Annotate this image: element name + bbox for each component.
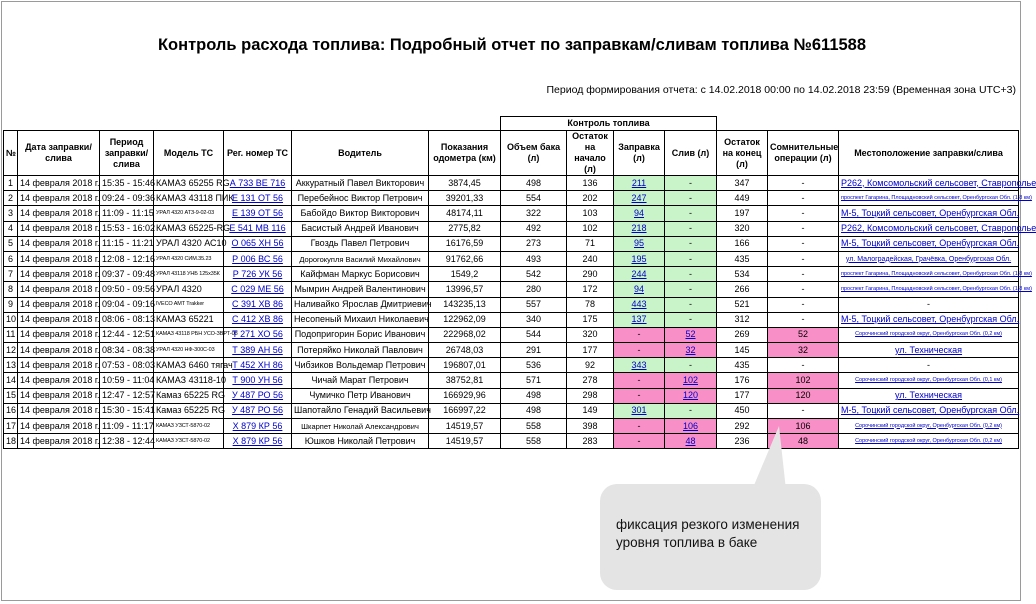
- cell-date: 14 февраля 2018 г.: [18, 191, 100, 206]
- group-fuel-control: Контроль топлива: [501, 117, 717, 131]
- cell-suspicious: -: [768, 312, 839, 327]
- cell-no: 16: [4, 403, 18, 418]
- cell-start: 103: [567, 206, 614, 221]
- cell-period: 09:04 - 09:16: [100, 297, 154, 312]
- refuel-link[interactable]: 343: [631, 359, 647, 370]
- col-date: Дата заправки/слива: [18, 131, 100, 176]
- cell-tank: 544: [501, 327, 567, 342]
- cell-location-link[interactable]: ул. Техническая: [839, 343, 1019, 358]
- cell-start: 78: [567, 297, 614, 312]
- cell-no: 3: [4, 206, 18, 221]
- cell-end: 197: [717, 206, 768, 221]
- cell-reg-link[interactable]: С 412 ХВ 86: [224, 312, 292, 327]
- cell-tank: 557: [501, 297, 567, 312]
- cell-suspicious: -: [768, 221, 839, 236]
- cell-odometer: 166929,96: [429, 388, 501, 403]
- cell-reg-link[interactable]: Х 879 КР 56: [224, 434, 292, 449]
- cell-driver: Гвоздь Павел Петрович: [292, 236, 429, 251]
- cell-no: 5: [4, 236, 18, 251]
- refuel-link[interactable]: 195: [631, 253, 647, 264]
- cell-drain: -: [665, 251, 717, 266]
- cell-model: УРАЛ 4320 НФ-300С-03: [154, 343, 224, 358]
- cell-suspicious: 52: [768, 327, 839, 342]
- cell-no: 13: [4, 358, 18, 373]
- cell-date: 14 февраля 2018 г.: [18, 403, 100, 418]
- cell-model: Камаз 65225 RG: [154, 388, 224, 403]
- cell-no: 17: [4, 419, 18, 434]
- cell-period: 09:50 - 09:56: [100, 282, 154, 297]
- cell-location-link[interactable]: Сорочинский городской округ, Оренбургская Обл. (0,2 км): [839, 327, 1019, 342]
- refuel-link[interactable]: 244: [631, 268, 647, 279]
- cell-reg-link[interactable]: Х 879 КР 56: [224, 419, 292, 434]
- cell-driver: Кайфман Маркус Борисович: [292, 267, 429, 282]
- cell-driver: Подопригорин Борис Иванович: [292, 327, 429, 342]
- cell-reg-link[interactable]: Т 900 УН 56: [224, 373, 292, 388]
- cell-location-link: -: [839, 358, 1019, 373]
- cell-period: 08:34 - 08:38: [100, 343, 154, 358]
- cell-suspicious: -: [768, 403, 839, 418]
- cell-location-link[interactable]: М-5, Тоцкий сельсовет, Оренбургская Обл.: [839, 206, 1019, 221]
- cell-tank: 493: [501, 251, 567, 266]
- cell-odometer: 14519,57: [429, 434, 501, 449]
- cell-drain: -: [665, 267, 717, 282]
- cell-suspicious: 48: [768, 434, 839, 449]
- cell-period: 12:38 - 12:44: [100, 434, 154, 449]
- cell-end: 312: [717, 312, 768, 327]
- cell-reg-link[interactable]: Р 006 ВС 56: [224, 251, 292, 266]
- cell-tank: 542: [501, 267, 567, 282]
- cell-period: 12:47 - 12:57: [100, 388, 154, 403]
- cell-end: 521: [717, 297, 768, 312]
- cell-odometer: 39201,33: [429, 191, 501, 206]
- cell-model: КАМАЗ 65221: [154, 312, 224, 327]
- cell-end: 269: [717, 327, 768, 342]
- cell-model: КАМАЗ 43118-10: [154, 373, 224, 388]
- cell-no: 8: [4, 282, 18, 297]
- cell-suspicious: -: [768, 236, 839, 251]
- cell-driver: Дорогокупля Василий Михайлович: [292, 251, 429, 266]
- cell-driver: Чумичко Петр Иванович: [292, 388, 429, 403]
- cell-tank: 340: [501, 312, 567, 327]
- cell-start: 175: [567, 312, 614, 327]
- cell-date: 14 февраля 2018 г.: [18, 297, 100, 312]
- cell-period: 12:44 - 12:51: [100, 327, 154, 342]
- cell-refuel: -: [614, 343, 665, 358]
- col-reg: Рег. номер ТС: [224, 131, 292, 176]
- cell-date: 14 февраля 2018 г.: [18, 221, 100, 236]
- drain-link[interactable]: 120: [683, 390, 699, 401]
- cell-driver: Чичай Марат Петрович: [292, 373, 429, 388]
- cell-suspicious: -: [768, 358, 839, 373]
- cell-no: 1: [4, 176, 18, 191]
- cell-drain: -: [665, 236, 717, 251]
- cell-odometer: 196807,01: [429, 358, 501, 373]
- cell-model: КАМАЗ УЗСТ-5870-02: [154, 419, 224, 434]
- cell-date: 14 февраля 2018 г.: [18, 434, 100, 449]
- cell-suspicious: -: [768, 191, 839, 206]
- cell-date: 14 февраля 2018 г.: [18, 419, 100, 434]
- cell-no: 7: [4, 267, 18, 282]
- cell-driver: Наливайко Ярослав Дмитриевич: [292, 297, 429, 312]
- cell-tank: 536: [501, 358, 567, 373]
- cell-period: 09:24 - 09:36: [100, 191, 154, 206]
- cell-tank: 554: [501, 191, 567, 206]
- cell-period: 08:06 - 08:13: [100, 312, 154, 327]
- drain-link[interactable]: 52: [685, 329, 696, 340]
- col-location: Местоположение заправки/слива: [839, 131, 1019, 176]
- cell-model: КАМАЗ 43118 ПИК: [154, 191, 224, 206]
- refuel-link[interactable]: 211: [631, 177, 647, 188]
- refuel-link[interactable]: 95: [634, 238, 645, 249]
- cell-end: 435: [717, 358, 768, 373]
- cell-model: УРАЛ 4320 АС10: [154, 236, 224, 251]
- cell-tank: 558: [501, 434, 567, 449]
- cell-drain: -: [665, 221, 717, 236]
- cell-location-link[interactable]: проспект Гагарина, Площадновский сельсовет, Оренбургская Обл. (1,8 км): [839, 191, 1019, 206]
- col-refuel: Заправка (л): [614, 131, 665, 176]
- cell-odometer: 16176,59: [429, 236, 501, 251]
- col-tank: Объем бака (л): [501, 131, 567, 176]
- cell-no: 4: [4, 221, 18, 236]
- refuel-link[interactable]: 443: [631, 299, 647, 310]
- col-model: Модель ТС: [154, 131, 224, 176]
- cell-end: 166: [717, 236, 768, 251]
- cell-driver: Чибзиков Вольдемар Петрович: [292, 358, 429, 373]
- cell-period: 10:59 - 11:04: [100, 373, 154, 388]
- cell-start: 92: [567, 358, 614, 373]
- cell-no: 18: [4, 434, 18, 449]
- cell-tank: 322: [501, 206, 567, 221]
- cell-period: 11:15 - 11:21: [100, 236, 154, 251]
- col-no: №: [4, 131, 18, 176]
- col-period: Период заправки/слива: [100, 131, 154, 176]
- cell-location-link[interactable]: Сорочинский городской округ, Оренбургская Обл. (0,2 км): [839, 419, 1019, 434]
- cell-end: 236: [717, 434, 768, 449]
- cell-suspicious: -: [768, 176, 839, 191]
- cell-no: 6: [4, 251, 18, 266]
- cell-start: 102: [567, 221, 614, 236]
- cell-location-link[interactable]: М-5, Тоцкий сельсовет, Оренбургская Обл.: [839, 236, 1019, 251]
- cell-driver: Несопеный Михаил Николаевич: [292, 312, 429, 327]
- cell-tank: 558: [501, 419, 567, 434]
- drain-link[interactable]: 106: [683, 420, 699, 431]
- cell-no: 11: [4, 327, 18, 342]
- cell-date: 14 февраля 2018 г.: [18, 236, 100, 251]
- cell-model: КАМАЗ УЗСТ-5870-02: [154, 434, 224, 449]
- refuel-link[interactable]: 218: [631, 223, 647, 234]
- cell-reg-link[interactable]: Е 541 МВ 116: [224, 221, 292, 236]
- cell-start: 240: [567, 251, 614, 266]
- cell-odometer: 3874,45: [429, 176, 501, 191]
- cell-model: УРАЛ 4320 СИМ.35.23: [154, 251, 224, 266]
- cell-driver: Шапотайло Генадий Васильевич: [292, 403, 429, 418]
- cell-odometer: 1549,2: [429, 267, 501, 282]
- cell-period: 15:35 - 15:46: [100, 176, 154, 191]
- cell-no: 10: [4, 312, 18, 327]
- cell-odometer: 222968,02: [429, 327, 501, 342]
- cell-odometer: 122962,09: [429, 312, 501, 327]
- cell-no: 15: [4, 388, 18, 403]
- cell-suspicious: 32: [768, 343, 839, 358]
- cell-no: 12: [4, 343, 18, 358]
- cell-model: УРАЛ 4320: [154, 282, 224, 297]
- cell-date: 14 февраля 2018 г.: [18, 282, 100, 297]
- cell-refuel: -: [614, 434, 665, 449]
- cell-date: 14 февраля 2018 г.: [18, 267, 100, 282]
- cell-suspicious: -: [768, 297, 839, 312]
- refuel-link[interactable]: 137: [631, 314, 647, 325]
- cell-reg-link[interactable]: У 487 РО 56: [224, 403, 292, 418]
- cell-tank: 273: [501, 236, 567, 251]
- cell-driver: Мымрин Андрей Валентинович: [292, 282, 429, 297]
- refuel-link[interactable]: 94: [634, 283, 645, 294]
- cell-date: 14 февраля 2018 г.: [18, 358, 100, 373]
- cell-location-link[interactable]: М-5, Тоцкий сельсовет, Оренбургская Обл.: [839, 312, 1019, 327]
- cell-tank: 498: [501, 176, 567, 191]
- cell-start: 177: [567, 343, 614, 358]
- cell-end: 177: [717, 388, 768, 403]
- cell-end: 450: [717, 403, 768, 418]
- col-driver: Водитель: [292, 131, 429, 176]
- cell-period: 09:37 - 09:48: [100, 267, 154, 282]
- cell-period: 15:30 - 15:41: [100, 403, 154, 418]
- cell-reg-link[interactable]: О 065 ХН 56: [224, 236, 292, 251]
- cell-date: 14 февраля 2018 г.: [18, 343, 100, 358]
- drain-link[interactable]: 102: [683, 375, 699, 386]
- cell-date: 14 февраля 2018 г.: [18, 176, 100, 191]
- cell-reg-link[interactable]: Т 271 ХО 56: [224, 327, 292, 342]
- cell-date: 14 февраля 2018 г.: [18, 388, 100, 403]
- cell-suspicious: 120: [768, 388, 839, 403]
- cell-reg-link[interactable]: Е 131 ОТ 56: [224, 191, 292, 206]
- cell-reg-link[interactable]: Т 389 АН 56: [224, 343, 292, 358]
- cell-period: 12:08 - 12:16: [100, 251, 154, 266]
- cell-drain: -: [665, 176, 717, 191]
- cell-start: 149: [567, 403, 614, 418]
- cell-tank: 291: [501, 343, 567, 358]
- cell-suspicious: 102: [768, 373, 839, 388]
- callout-pointer: [752, 426, 786, 490]
- cell-end: 534: [717, 267, 768, 282]
- cell-driver: Потеряйко Николай Павлович: [292, 343, 429, 358]
- cell-tank: 571: [501, 373, 567, 388]
- cell-location-link[interactable]: Сорочинский городской округ, Оренбургская Обл. (0,2 км): [839, 434, 1019, 449]
- cell-period: 11:09 - 11:17: [100, 419, 154, 434]
- cell-reg-link[interactable]: Р 726 УК 56: [224, 267, 292, 282]
- drain-link[interactable]: 48: [685, 435, 696, 446]
- cell-odometer: 13996,57: [429, 282, 501, 297]
- cell-end: 320: [717, 221, 768, 236]
- cell-period: 11:09 - 11:15: [100, 206, 154, 221]
- cell-reg-link[interactable]: Е 139 ОТ 56: [224, 206, 292, 221]
- cell-odometer: 91762,66: [429, 251, 501, 266]
- cell-drain: -: [665, 191, 717, 206]
- cell-model: КАМАЗ 6460 тягач: [154, 358, 224, 373]
- cell-start: 136: [567, 176, 614, 191]
- cell-reg-link[interactable]: С 391 ХВ 86: [224, 297, 292, 312]
- cell-date: 14 февраля 2018 г.: [18, 327, 100, 342]
- cell-refuel: -: [614, 327, 665, 342]
- cell-start: 71: [567, 236, 614, 251]
- cell-period: 15:53 - 16:02: [100, 221, 154, 236]
- cell-end: 449: [717, 191, 768, 206]
- cell-date: 14 февраля 2018 г.: [18, 206, 100, 221]
- col-end: Остаток на конец (л): [717, 131, 768, 176]
- cell-start: 298: [567, 388, 614, 403]
- cell-start: 202: [567, 191, 614, 206]
- cell-odometer: 48174,11: [429, 206, 501, 221]
- cell-odometer: 26748,03: [429, 343, 501, 358]
- cell-start: 283: [567, 434, 614, 449]
- cell-driver: Аккуратный Павел Викторович: [292, 176, 429, 191]
- cell-reg-link[interactable]: Т 452 ХН 86: [224, 358, 292, 373]
- cell-tank: 492: [501, 221, 567, 236]
- refuel-link[interactable]: 301: [631, 405, 647, 416]
- callout-text: фиксация резкого изменения уровня топлива в баке: [616, 517, 800, 550]
- cell-end: 347: [717, 176, 768, 191]
- cell-date: 14 февраля 2018 г.: [18, 251, 100, 266]
- cell-reg-link[interactable]: С 029 МЕ 56: [224, 282, 292, 297]
- cell-start: 172: [567, 282, 614, 297]
- drain-link[interactable]: 32: [685, 344, 696, 355]
- cell-driver: Перебейнос Виктор Петрович: [292, 191, 429, 206]
- cell-end: 292: [717, 419, 768, 434]
- cell-location-link[interactable]: ул. Техническая: [839, 388, 1019, 403]
- cell-model: УРАЛ 43118 УНБ 125х35К: [154, 267, 224, 282]
- col-odometer: Показания одометра (км): [429, 131, 501, 176]
- cell-model: УРАЛ 4320 АТЗ-9-02-03: [154, 206, 224, 221]
- refuel-link[interactable]: 247: [631, 192, 647, 203]
- cell-location-link[interactable]: Сорочинский городской округ, Оренбургская Обл. (0,1 км): [839, 373, 1019, 388]
- cell-reg-link[interactable]: У 487 РО 56: [224, 388, 292, 403]
- cell-odometer: 14519,57: [429, 419, 501, 434]
- cell-tank: 498: [501, 403, 567, 418]
- cell-drain: -: [665, 312, 717, 327]
- cell-driver: Басистый Андрей Иванович: [292, 221, 429, 236]
- cell-model: Камаз 65225 RG: [154, 403, 224, 418]
- cell-location-link[interactable]: ул. Малоградейская, Грачёвка, Оренбургская Обл.: [839, 251, 1019, 266]
- cell-refuel: -: [614, 388, 665, 403]
- cell-end: 176: [717, 373, 768, 388]
- report-title: Контроль расхода топлива: Подробный отчет по заправкам/сливам топлива №611588: [157, 36, 867, 54]
- cell-odometer: 143235,13: [429, 297, 501, 312]
- cell-refuel: -: [614, 373, 665, 388]
- cell-start: 398: [567, 419, 614, 434]
- cell-start: 290: [567, 267, 614, 282]
- cell-model: КАМАЗ 43118 РБН УСО-ЗВРТ-08: [154, 327, 224, 342]
- cell-suspicious: -: [768, 282, 839, 297]
- cell-driver: Шкарпет Николай Александрович: [292, 419, 429, 434]
- cell-period: 07:53 - 08:03: [100, 358, 154, 373]
- cell-start: 278: [567, 373, 614, 388]
- cell-tank: 280: [501, 282, 567, 297]
- cell-date: 14 февраля 2018 г.: [18, 312, 100, 327]
- cell-end: 266: [717, 282, 768, 297]
- cell-tank: 498: [501, 388, 567, 403]
- cell-drain: -: [665, 297, 717, 312]
- cell-driver: Юшков Николай Петрович: [292, 434, 429, 449]
- cell-drain: -: [665, 358, 717, 373]
- cell-suspicious: -: [768, 251, 839, 266]
- cell-start: 320: [567, 327, 614, 342]
- cell-no: 2: [4, 191, 18, 206]
- cell-suspicious: -: [768, 267, 839, 282]
- cell-location-link[interactable]: Р262, Комсомольский сельсовет, Ставрополье: [839, 176, 1019, 191]
- cell-location-link: -: [839, 297, 1019, 312]
- report-period: Период формирования отчета: с 14.02.2018 00:00 по 14.02.2018 23:59 (Временная зона UTC+3): [546, 84, 1016, 96]
- cell-end: 145: [717, 343, 768, 358]
- cell-location-link[interactable]: проспект Гагарина, Площадновский сельсовет, Оренбургская Обл. (1,8 км): [839, 267, 1019, 282]
- cell-suspicious: -: [768, 206, 839, 221]
- col-suspicious: Сомнительные операции (л): [768, 131, 839, 176]
- col-start: Остаток на начало (л): [567, 131, 614, 176]
- cell-odometer: 166997,22: [429, 403, 501, 418]
- cell-model: КАМАЗ 65255 RG: [154, 176, 224, 191]
- cell-no: 14: [4, 373, 18, 388]
- cell-location-link[interactable]: проспект Гагарина, Площадновский сельсовет, Оренбургская Обл. (1,8 км): [839, 282, 1019, 297]
- cell-odometer: 2775,82: [429, 221, 501, 236]
- cell-model: IVECO AMT Trakker: [154, 297, 224, 312]
- cell-drain: -: [665, 282, 717, 297]
- cell-odometer: 38752,81: [429, 373, 501, 388]
- cell-drain: -: [665, 206, 717, 221]
- col-drain: Слив (л): [665, 131, 717, 176]
- cell-location-link[interactable]: М-5, Тоцкий сельсовет, Оренбургская Обл.: [839, 403, 1019, 418]
- cell-no: 9: [4, 297, 18, 312]
- cell-drain: -: [665, 403, 717, 418]
- cell-driver: Бабойдо Виктор Викторович: [292, 206, 429, 221]
- cell-location-link[interactable]: Р262, Комсомольский сельсовет, Ставрополье: [839, 221, 1019, 236]
- cell-date: 14 февраля 2018 г.: [18, 373, 100, 388]
- cell-refuel: -: [614, 419, 665, 434]
- refuel-link[interactable]: 94: [634, 207, 645, 218]
- cell-model: КАМАЗ 65225-RG: [154, 221, 224, 236]
- cell-suspicious: 106: [768, 419, 839, 434]
- cell-end: 435: [717, 251, 768, 266]
- cell-reg-link[interactable]: А 733 ВЕ 716: [224, 176, 292, 191]
